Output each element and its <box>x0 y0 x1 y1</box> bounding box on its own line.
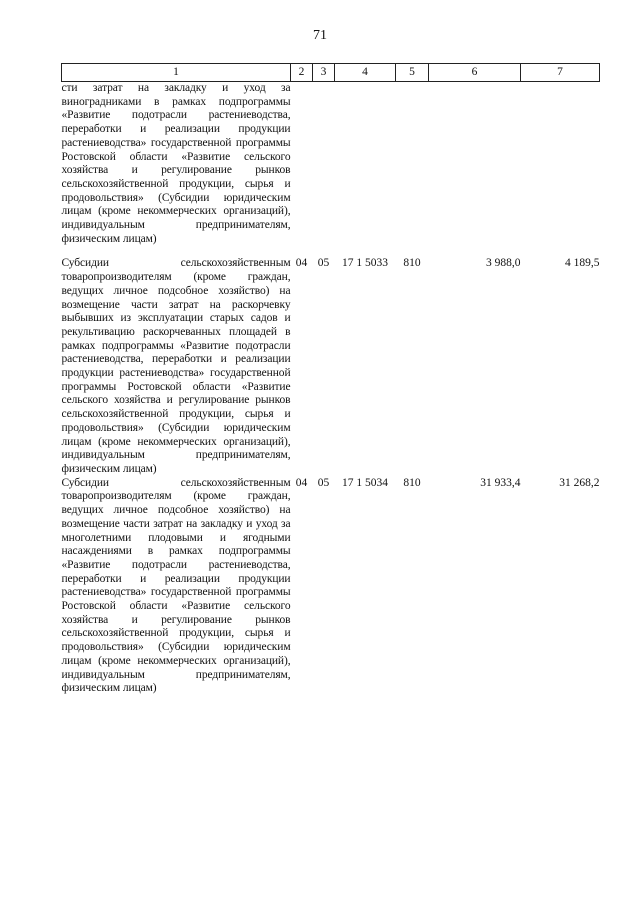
row-description: Субсидии сельскохозяйственным товаропроизводителям (кроме граждан, ведущих личное подсобное хозяйство) на возмещение части затрат на закладку и уход за многолетними плодовыми и ягодными насаждениями в рамках подпрограммы «Развитие подотрасли растениеводства, переработки и реализации продукции растениеводства» государственной программы Ростовской области «Развитие сельского хозяйства и регулирование рынков сельскохозяйственной продукции, сырья и продовольствия» (Субсидии юридическим лицам (кроме некоммерческих организаций), индивидуальным предпринимателям, физическим лицам) <box>61 476 291 695</box>
table-row <box>62 82 600 258</box>
row-expense-type: 810 <box>403 476 421 489</box>
column-header-1: 1 <box>62 64 291 82</box>
row-amount-col6 <box>429 82 521 258</box>
row-target-article: 17 1 5034 <box>342 476 388 489</box>
column-header-4: 4 <box>335 64 396 82</box>
row-description: Субсидии сельскохозяйственным товаропроизводителям (кроме граждан, ведущих личное подсобное хозяйство) на возмещение части затрат на раскорчевку выбывших из эксплуатации старых садов и рекультивацию раскорчеванных площадей в рамках подпрограммы «Развитие подотрасли растениеводства, переработки и реализации продукции растениеводства» государственной программы Ростовской области «Развитие сельского хозяйства и регулирование рынков сельскохозяйственной продукции, сырья и продовольствия» (Субсидии юридическим лицам (кроме некоммерческих организаций), индивидуальным предпринимателям, физическим лицам) <box>61 257 291 475</box>
row-amount-col7: 4 189,5 <box>565 257 600 270</box>
table-row <box>62 257 600 476</box>
row-amount-col6: 3 988,0 <box>486 257 521 270</box>
column-header-3: 3 <box>313 64 335 82</box>
row-section-code: 04 <box>295 476 308 489</box>
row-amount-col7 <box>521 82 600 258</box>
row-subsection-code: 05 <box>317 476 330 489</box>
column-header-5: 5 <box>396 64 429 82</box>
budget-table <box>61 63 600 696</box>
table-row <box>62 477 600 696</box>
row-amount-col6: 31 933,4 <box>480 476 521 489</box>
row-expense-type: 810 <box>403 257 421 270</box>
row-expense-type <box>396 82 429 258</box>
row-target-article <box>335 82 396 258</box>
column-header-6: 6 <box>429 64 521 82</box>
column-header-2: 2 <box>291 64 313 82</box>
row-target-article: 17 1 5033 <box>342 257 388 270</box>
page-number: 71 <box>313 28 327 43</box>
row-subsection-code <box>313 82 335 258</box>
row-section-code: 04 <box>295 257 308 270</box>
table-header-row <box>62 64 600 82</box>
row-description: сти затрат на закладку и уход за виноградниками в рамках подпрограммы «Развитие подотрасли растениеводства, переработки и реализации продукции растениеводства» государственной программы Ростовской области «Развитие сельского хозяйства и регулирование рынков сельскохозяйственной продукции, сырья и продовольствия» (Субсидии юридическим лицам (кроме некоммерческих организаций), индивидуальным предпринимателям, физическим лицам) <box>61 82 291 245</box>
column-header-7: 7 <box>521 64 600 82</box>
row-subsection-code: 05 <box>317 257 330 270</box>
row-amount-col7: 31 268,2 <box>559 476 600 489</box>
row-section-code <box>291 82 313 258</box>
